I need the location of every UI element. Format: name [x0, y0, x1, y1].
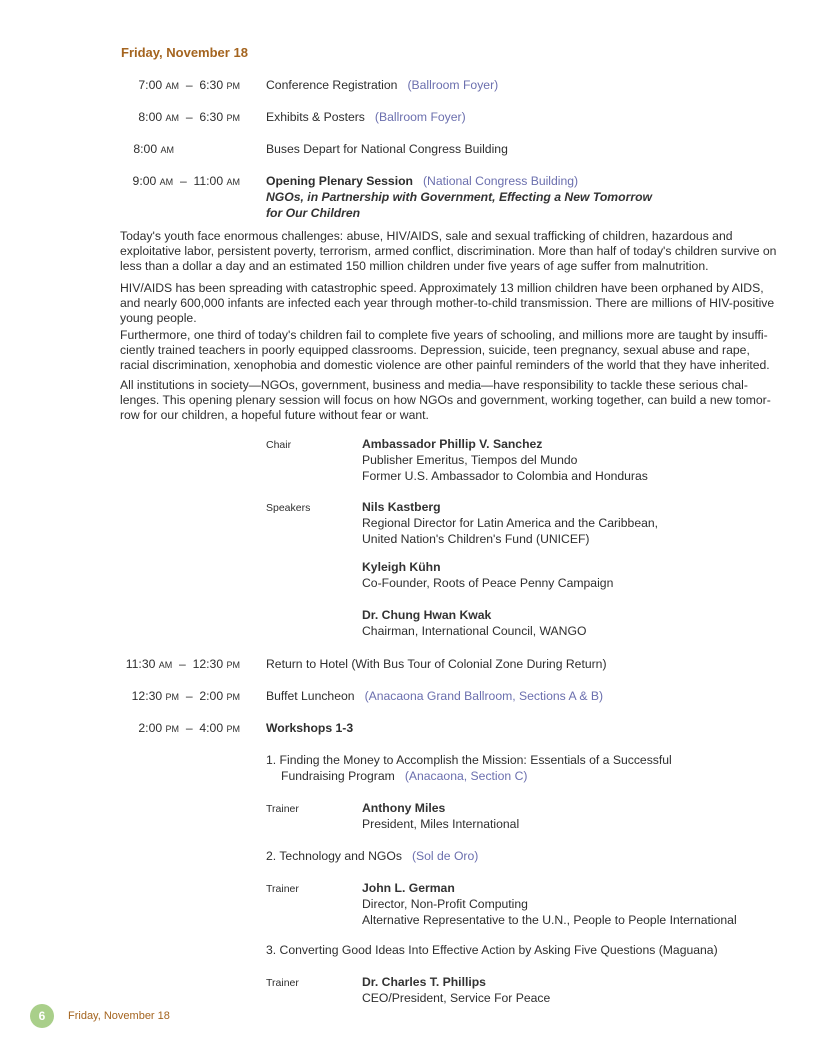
workshop-title: 2. Technology and NGOs	[266, 849, 402, 863]
end-time: 6:30	[199, 78, 224, 92]
event-location: (National Congress Building)	[422, 174, 579, 188]
footer-text: Friday, November 18	[68, 1010, 170, 1022]
trainer	[362, 800, 519, 832]
time-separator: –	[185, 721, 193, 735]
paragraph: Furthermore, one third of today's children fail to complete five years of schooling, and millions more are taught by insuffi-ciently trained teachers in poorly equipped classrooms. Depression, suicide, teen pregnancy, sexual abuse and rape, racial discrimination, xenophobia and domestic violence are other painful reminders of the world that they have inherited.	[120, 328, 770, 372]
paragraph: HIV/AIDS has been spreading with catastrophic speed. Approximately 13 million children have been orphaned by AIDS, and nearly 600,000 infants are infected each year through mother-to-child transmission. There are millions of HIV-positive young people.	[120, 281, 775, 325]
trainer	[362, 880, 737, 928]
end-ampm: PM	[226, 660, 240, 670]
workshop-title: 1. Finding the Money to Accomplish the Mission: Essentials of a Successful	[266, 753, 672, 767]
workshop-1	[266, 752, 672, 784]
start-time: 9:00	[132, 174, 157, 188]
person-name: Anthony Miles	[362, 801, 446, 815]
event-subtitle: NGOs, in Partnership with Government, Effecting a New Tomorrow	[266, 190, 652, 204]
person-name: Dr. Charles T. Phillips	[362, 975, 486, 989]
workshop-title: 3. Converting Good Ideas Into Effective Action by Asking Five Questions (Maguana)	[266, 943, 718, 957]
workshop-2	[266, 848, 478, 864]
trainer-label: Trainer	[266, 883, 299, 895]
time-range	[110, 78, 240, 92]
event-title: Exhibits & Posters	[266, 110, 365, 124]
person-name: Ambassador Phillip V. Sanchez	[362, 437, 543, 451]
time-separator: –	[185, 110, 193, 124]
person-title: Director, Non-Profit Computing	[362, 897, 528, 911]
workshop-title: Fundraising Program	[281, 769, 395, 783]
end-time: 11:00	[193, 174, 224, 188]
paragraph: Today's youth face enormous challenges: abuse, HIV/AIDS, sale and sexual trafficking of children, hazardous and exploitative labor, persistent poverty, terrorism, armed conflict, discrimination. More than half of today's children survive on less than a dollar a day and an estimated 150 million children under five years of age suffer from malnutrition.	[120, 229, 777, 273]
start-ampm: AM	[165, 81, 180, 91]
start-time: 2:00	[138, 721, 163, 735]
start-ampm: AM	[159, 177, 174, 187]
start-time: 8:00	[138, 110, 163, 124]
end-time: 4:00	[199, 721, 224, 735]
start-ampm: AM	[158, 660, 173, 670]
time-range	[110, 110, 240, 124]
time-separator: –	[185, 78, 193, 92]
chair-label: Chair	[266, 439, 292, 451]
speakers-label: Speakers	[266, 502, 311, 514]
event-title: Buses Depart for National Congress Building	[266, 142, 508, 156]
start-time: 11:30	[125, 657, 156, 671]
workshop-3	[266, 942, 718, 958]
person-name: John L. German	[362, 881, 455, 895]
start-ampm: PM	[165, 724, 180, 734]
person-name: Dr. Chung Hwan Kwak	[362, 608, 492, 622]
schedule-event	[266, 720, 353, 736]
event-title: Return to Hotel (With Bus Tour of Colonial Zone During Return)	[266, 657, 607, 671]
event-subtitle: for Our Children	[266, 206, 361, 220]
trainer-label: Trainer	[266, 803, 299, 815]
start-ampm: AM	[165, 113, 180, 123]
schedule-event	[266, 141, 508, 157]
event-title: Opening Plenary Session	[266, 174, 413, 188]
person-title: CEO/President, Service For Peace	[362, 991, 551, 1005]
person-name: Kyleigh Kühn	[362, 560, 441, 574]
event-title: Workshops 1-3	[266, 721, 354, 735]
speaker	[362, 559, 613, 591]
schedule-event	[266, 173, 652, 221]
page-number-badge: 6	[30, 1004, 54, 1028]
time-range	[110, 689, 240, 703]
paragraph: All institutions in society—NGOs, government, business and media—have responsibility to tackle these serious chal-lenges. This opening plenary session will focus on how NGOs and government, working together, can build a new tomor-row for our children, a hopeful future without fear or want.	[120, 378, 771, 422]
start-time: 7:00	[138, 78, 163, 92]
person-title: Chairman, International Council, WANGO	[362, 624, 587, 638]
time-range	[110, 657, 240, 671]
start-ampm: AM	[160, 145, 174, 155]
event-location: (Anacaona Grand Ballroom, Sections A & B)	[364, 689, 604, 703]
schedule-event	[266, 77, 498, 93]
person-name: Nils Kastberg	[362, 500, 441, 514]
person-title: Alternative Representative to the U.N., People to People International	[362, 913, 737, 927]
person-title: United Nation's Children's Fund (UNICEF)	[362, 532, 590, 546]
schedule-event	[266, 109, 466, 125]
person-title: Publisher Emeritus, Tiempos del Mundo	[362, 453, 578, 467]
start-time: 12:30	[131, 689, 163, 703]
speaker	[362, 499, 658, 547]
speaker	[362, 607, 586, 639]
event-title: Conference Registration	[266, 78, 398, 92]
end-ampm: PM	[226, 692, 240, 702]
person-title: President, Miles International	[362, 817, 520, 831]
end-time: 6:30	[199, 110, 224, 124]
start-ampm: PM	[165, 692, 180, 702]
trainer-label: Trainer	[266, 977, 299, 989]
end-ampm: PM	[226, 81, 240, 91]
schedule-event	[266, 688, 603, 704]
page-heading: Friday, November 18	[121, 45, 248, 60]
start-time: 8:00	[133, 142, 158, 156]
end-ampm: AM	[226, 177, 240, 187]
end-time: 2:00	[199, 689, 224, 703]
event-location: (Ballroom Foyer)	[407, 78, 499, 92]
time-range	[110, 174, 240, 188]
person-title: Former U.S. Ambassador to Colombia and Honduras	[362, 469, 648, 483]
time-separator: –	[185, 689, 193, 703]
trainer	[362, 974, 550, 1006]
schedule-event	[266, 656, 607, 672]
event-location: (Ballroom Foyer)	[374, 110, 466, 124]
end-ampm: PM	[226, 724, 240, 734]
workshop-location: (Anacaona, Section C)	[404, 769, 528, 783]
time-separator: –	[179, 174, 187, 188]
event-title: Buffet Luncheon	[266, 689, 355, 703]
person-title: Co-Founder, Roots of Peace Penny Campaign	[362, 576, 614, 590]
workshop-location: (Sol de Oro)	[411, 849, 479, 863]
chair-person	[362, 436, 648, 484]
time-range	[110, 721, 240, 735]
end-ampm: PM	[226, 113, 240, 123]
time-separator: –	[179, 657, 186, 671]
end-time: 12:30	[192, 657, 224, 671]
time-range	[110, 142, 240, 156]
person-title: Regional Director for Latin America and the Caribbean,	[362, 516, 659, 530]
